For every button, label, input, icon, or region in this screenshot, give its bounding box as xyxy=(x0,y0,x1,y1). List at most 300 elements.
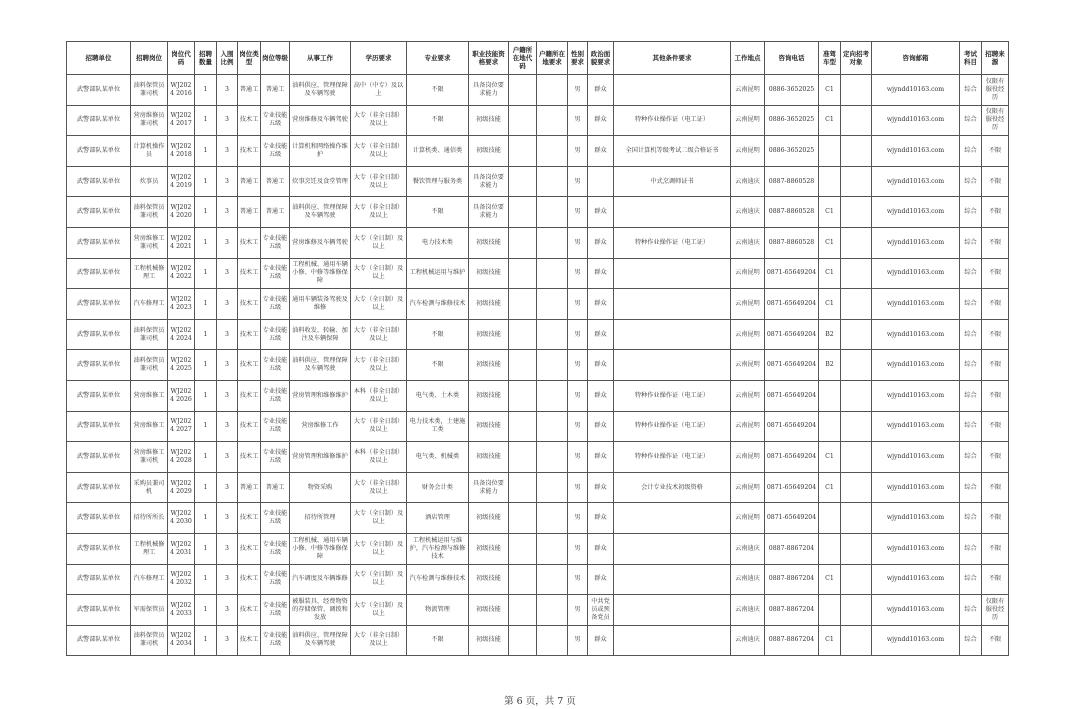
table-row xyxy=(67,319,1009,350)
table-cell: 武警部队某单位 xyxy=(67,136,131,167)
table-cell: 技术工 xyxy=(238,319,261,350)
table-cell: 初级技能 xyxy=(469,564,509,595)
table-cell: 专业技能五级 xyxy=(261,533,290,564)
table-cell: 技术工 xyxy=(238,227,261,258)
table-cell: 0871-65649204 xyxy=(765,472,819,503)
table-cell: 技术工 xyxy=(238,411,261,442)
table-cell: C1 xyxy=(819,289,841,320)
table-row xyxy=(67,595,1009,626)
table-cell: 普通工 xyxy=(238,472,261,503)
table-cell: 大专（全日制）及以上 xyxy=(351,258,407,289)
table-cell: 初级技能 xyxy=(469,105,509,136)
table-cell: 群众 xyxy=(588,380,614,411)
table-cell: 3 xyxy=(217,166,238,197)
table-cell: 武警部队某单位 xyxy=(67,75,131,106)
table-cell: 初级技能 xyxy=(469,380,509,411)
table-cell: 1 xyxy=(195,166,217,197)
table-cell: 工程机械修理工 xyxy=(131,533,168,564)
table-cell: 3 xyxy=(217,227,238,258)
table-cell: 不限 xyxy=(982,380,1009,411)
table-cell: 武警部队某单位 xyxy=(67,472,131,503)
table-cell xyxy=(509,166,537,197)
table-cell: 武警部队某单位 xyxy=(67,105,131,136)
table-cell xyxy=(509,442,537,473)
table-cell: 大专（非全日制）及以上 xyxy=(351,319,407,350)
table-cell: 群众 xyxy=(588,533,614,564)
table-cell: 会计专业技术初级资格 xyxy=(614,472,731,503)
table-cell: 0887-8867204 xyxy=(765,533,819,564)
table-cell: 物资采购 xyxy=(290,472,351,503)
table-cell: 男 xyxy=(568,442,588,473)
table-cell: 专业技能五级 xyxy=(261,625,290,656)
table-cell: 武警部队某单位 xyxy=(67,258,131,289)
table-cell xyxy=(509,105,537,136)
table-cell: 大专（非全日制）及以上 xyxy=(351,197,407,228)
table-cell: 群众 xyxy=(588,564,614,595)
table-cell: 技术工 xyxy=(238,595,261,626)
table-cell: 云南昆明 xyxy=(731,136,765,167)
table-cell: 武警部队某单位 xyxy=(67,503,131,534)
table-cell: 云南迪庆 xyxy=(731,564,765,595)
table-cell: 男 xyxy=(568,227,588,258)
table-cell: 男 xyxy=(568,380,588,411)
table-row xyxy=(67,136,1009,167)
recruitment-table xyxy=(66,41,1009,656)
table-cell: 0887-8867204 xyxy=(765,564,819,595)
table-cell: 男 xyxy=(568,197,588,228)
table-cell: wjyndd10163.com xyxy=(872,564,960,595)
table-cell: 武警部队某单位 xyxy=(67,319,131,350)
table-cell xyxy=(537,564,568,595)
table-cell xyxy=(537,380,568,411)
table-cell: 不限 xyxy=(982,319,1009,350)
column-header: 其他条件要求 xyxy=(614,42,731,75)
table-cell: wjyndd10163.com xyxy=(872,625,960,656)
table-cell: 男 xyxy=(568,319,588,350)
table-cell: 仅限有服役经历 xyxy=(982,105,1009,136)
table-cell xyxy=(509,533,537,564)
table-cell: 大专（全日制）及以上 xyxy=(351,289,407,320)
table-cell xyxy=(537,319,568,350)
table-cell: wjyndd10163.com xyxy=(872,75,960,106)
table-cell xyxy=(841,533,872,564)
table-cell: 油料保管员兼司机 xyxy=(131,625,168,656)
table-cell: 男 xyxy=(568,533,588,564)
table-cell: 0871-65649204 xyxy=(765,411,819,442)
table-cell xyxy=(614,75,731,106)
table-cell: 初级技能 xyxy=(469,258,509,289)
table-cell: 仅限有服役经历 xyxy=(982,75,1009,106)
table-cell: C1 xyxy=(819,197,841,228)
table-cell: C1 xyxy=(819,258,841,289)
table-cell xyxy=(509,197,537,228)
table-cell: 具备岗位要求能力 xyxy=(469,75,509,106)
table-cell xyxy=(509,258,537,289)
table-cell: 不限 xyxy=(982,411,1009,442)
table-cell: 综合 xyxy=(960,533,982,564)
table-cell xyxy=(509,75,537,106)
table-cell: C1 xyxy=(819,472,841,503)
column-header: 从事工作 xyxy=(290,42,351,75)
table-cell: 具备岗位要求能力 xyxy=(469,472,509,503)
table-cell: 群众 xyxy=(588,136,614,167)
table-cell xyxy=(509,411,537,442)
table-cell: 普通工 xyxy=(238,166,261,197)
table-cell: 仅限有服役经历 xyxy=(982,595,1009,626)
table-cell: 营房管理和维修维护 xyxy=(290,442,351,473)
table-cell xyxy=(841,595,872,626)
table-cell: 1 xyxy=(195,595,217,626)
column-header: 岗位代码 xyxy=(168,42,195,75)
table-cell: 武警部队某单位 xyxy=(67,197,131,228)
column-header: 政治面貌要求 xyxy=(588,42,614,75)
table-cell: 0887-8867204 xyxy=(765,595,819,626)
table-cell: WJ2024 2030 xyxy=(168,503,195,534)
table-cell: 云南昆明 xyxy=(731,442,765,473)
table-cell: 汽车修理工 xyxy=(131,564,168,595)
table-cell xyxy=(614,350,731,381)
table-cell: 普通工 xyxy=(261,166,290,197)
table-cell xyxy=(841,442,872,473)
table-cell: WJ2024 2028 xyxy=(168,442,195,473)
table-cell: 0887-8860528 xyxy=(765,166,819,197)
table-cell: 技术工 xyxy=(238,380,261,411)
table-cell: 大专（全日制）及以上 xyxy=(351,595,407,626)
table-cell xyxy=(509,564,537,595)
table-row xyxy=(67,105,1009,136)
table-cell xyxy=(841,197,872,228)
table-cell: 汽车调度及车辆维修 xyxy=(290,564,351,595)
table-cell: 财务会计类 xyxy=(407,472,469,503)
table-cell: 营房维修及车辆驾驶 xyxy=(290,105,351,136)
table-cell: 0887-8860528 xyxy=(765,227,819,258)
table-cell: 大专（非全日制）及以上 xyxy=(351,411,407,442)
table-row xyxy=(67,411,1009,442)
table-cell: 不限 xyxy=(982,197,1009,228)
table-cell xyxy=(614,289,731,320)
table-cell: 油料保管员兼司机 xyxy=(131,319,168,350)
table-cell: WJ2024 2021 xyxy=(168,227,195,258)
table-cell: 技术工 xyxy=(238,105,261,136)
table-cell: 特种作业操作证（电工证） xyxy=(614,227,731,258)
table-cell: 大专（非全日制）及以上 xyxy=(351,105,407,136)
table-cell: C1 xyxy=(819,442,841,473)
table-cell: wjyndd10163.com xyxy=(872,136,960,167)
table-cell xyxy=(537,595,568,626)
table-cell xyxy=(509,319,537,350)
table-cell: 群众 xyxy=(588,197,614,228)
table-cell: 群众 xyxy=(588,472,614,503)
table-cell: B2 xyxy=(819,350,841,381)
table-cell xyxy=(509,472,537,503)
table-cell: 全国计算机等级考试二级合格证书 xyxy=(614,136,731,167)
table-cell: 电气类、机械类 xyxy=(407,442,469,473)
table-cell: 1 xyxy=(195,258,217,289)
table-cell: 电力技术类 xyxy=(407,227,469,258)
table-cell xyxy=(841,625,872,656)
table-cell: 0886-3652025 xyxy=(765,105,819,136)
column-header: 学历要求 xyxy=(351,42,407,75)
table-cell: 男 xyxy=(568,105,588,136)
table-cell: 不限 xyxy=(982,136,1009,167)
table-cell: 通用车辆装备驾驶及维修 xyxy=(290,289,351,320)
table-cell xyxy=(819,166,841,197)
table-cell: 不限 xyxy=(407,625,469,656)
table-cell: 汽车检测与维修技术 xyxy=(407,564,469,595)
table-cell: 电气类、土木类 xyxy=(407,380,469,411)
table-cell xyxy=(509,595,537,626)
table-cell: 3 xyxy=(217,564,238,595)
table-cell: 专业技能五级 xyxy=(261,350,290,381)
table-cell: 0886-3652025 xyxy=(765,136,819,167)
table-cell: 大专（全日制）及以上 xyxy=(351,503,407,534)
column-header: 招聘数量 xyxy=(195,42,217,75)
table-cell: 综合 xyxy=(960,442,982,473)
table-cell: 具备岗位要求能力 xyxy=(469,197,509,228)
table-cell: 1 xyxy=(195,319,217,350)
table-cell xyxy=(841,227,872,258)
table-cell: 男 xyxy=(568,350,588,381)
table-cell: 0871-65649204 xyxy=(765,319,819,350)
table-cell: 不限 xyxy=(407,75,469,106)
table-body xyxy=(67,75,1009,656)
table-cell: 3 xyxy=(217,136,238,167)
table-cell: wjyndd10163.com xyxy=(872,227,960,258)
table-row xyxy=(67,166,1009,197)
table-cell: 云南迪庆 xyxy=(731,533,765,564)
table-cell: 不限 xyxy=(982,289,1009,320)
table-cell xyxy=(841,136,872,167)
table-cell: 不限 xyxy=(982,442,1009,473)
table-cell: 0887-8860528 xyxy=(765,197,819,228)
table-cell: 工程机械、通用车辆小修、中修等维修保障 xyxy=(290,533,351,564)
table-cell: 营房维修员兼司机 xyxy=(131,105,168,136)
table-cell: 武警部队某单位 xyxy=(67,533,131,564)
table-cell: 云南昆明 xyxy=(731,258,765,289)
table-cell: 油料保管员兼司机 xyxy=(131,75,168,106)
table-cell: 群众 xyxy=(588,350,614,381)
table-cell: 男 xyxy=(568,136,588,167)
table-cell: 武警部队某单位 xyxy=(67,625,131,656)
table-cell: 大专（全日制）及以上 xyxy=(351,533,407,564)
table-cell: 0871-65649204 xyxy=(765,258,819,289)
table-cell: 3 xyxy=(217,319,238,350)
table-cell: 1 xyxy=(195,136,217,167)
table-cell: 专业技能五级 xyxy=(261,105,290,136)
table-cell: 特种作业操作证（电工证） xyxy=(614,380,731,411)
table-cell: 汽车检测与维修技术 xyxy=(407,289,469,320)
table-cell: 群众 xyxy=(588,319,614,350)
table-cell: 不限 xyxy=(407,197,469,228)
table-cell: 3 xyxy=(217,533,238,564)
table-header-row xyxy=(67,42,1009,75)
table-cell: 综合 xyxy=(960,380,982,411)
table-cell xyxy=(819,136,841,167)
table-cell: wjyndd10163.com xyxy=(872,380,960,411)
table-cell: 综合 xyxy=(960,166,982,197)
table-row xyxy=(67,380,1009,411)
table-cell: 初级技能 xyxy=(469,227,509,258)
table-cell: WJ2024 2033 xyxy=(168,595,195,626)
table-cell: 技术工 xyxy=(238,258,261,289)
table-cell: 3 xyxy=(217,472,238,503)
table-cell: 专业技能五级 xyxy=(261,564,290,595)
table-cell: WJ2024 2019 xyxy=(168,166,195,197)
table-cell: 专业技能五级 xyxy=(261,136,290,167)
table-cell xyxy=(537,166,568,197)
table-cell xyxy=(841,105,872,136)
table-cell: wjyndd10163.com xyxy=(872,533,960,564)
table-cell: wjyndd10163.com xyxy=(872,166,960,197)
table-row xyxy=(67,472,1009,503)
table-cell: 不限 xyxy=(407,105,469,136)
table-cell xyxy=(537,411,568,442)
table-cell: 0886-3652025 xyxy=(765,75,819,106)
table-cell: 云南昆明 xyxy=(731,105,765,136)
table-cell: 营房维修及车辆驾驶 xyxy=(290,227,351,258)
table-cell: 计算机类、通信类 xyxy=(407,136,469,167)
table-cell: 大专（全日制）及以上 xyxy=(351,227,407,258)
table-cell: wjyndd10163.com xyxy=(872,197,960,228)
table-cell: 炊事员 xyxy=(131,166,168,197)
table-cell: 普通工 xyxy=(261,472,290,503)
column-header: 定向招考对象 xyxy=(841,42,872,75)
table-cell: 1 xyxy=(195,564,217,595)
table-cell: 云南昆明 xyxy=(731,503,765,534)
table-cell: 技术工 xyxy=(238,564,261,595)
column-header: 招聘岗位 xyxy=(131,42,168,75)
table-cell: C1 xyxy=(819,564,841,595)
table-cell: 不限 xyxy=(982,503,1009,534)
table-cell: 技术工 xyxy=(238,503,261,534)
table-cell: 3 xyxy=(217,442,238,473)
table-cell xyxy=(509,380,537,411)
table-cell: 3 xyxy=(217,289,238,320)
table-cell: 云南迪庆 xyxy=(731,595,765,626)
table-cell: 男 xyxy=(568,75,588,106)
table-cell: 不限 xyxy=(982,472,1009,503)
table-cell xyxy=(614,595,731,626)
table-cell: wjyndd10163.com xyxy=(872,411,960,442)
column-header: 专业要求 xyxy=(407,42,469,75)
table-cell: 0871-65649204 xyxy=(765,380,819,411)
table-cell: 技术工 xyxy=(238,289,261,320)
table-cell: 本科（非全日制）及以上 xyxy=(351,380,407,411)
table-cell: 1 xyxy=(195,227,217,258)
table-cell: 3 xyxy=(217,380,238,411)
table-cell: 武警部队某单位 xyxy=(67,411,131,442)
table-cell: WJ2024 2027 xyxy=(168,411,195,442)
table-cell: 1 xyxy=(195,533,217,564)
table-cell: 3 xyxy=(217,350,238,381)
table-cell xyxy=(537,472,568,503)
table-cell: 群众 xyxy=(588,625,614,656)
column-header: 招聘单位 xyxy=(67,42,131,75)
table-cell: WJ2024 2020 xyxy=(168,197,195,228)
table-cell: 云南迪庆 xyxy=(731,197,765,228)
table-cell xyxy=(509,625,537,656)
table-cell: WJ2024 2023 xyxy=(168,289,195,320)
table-cell: 专业技能五级 xyxy=(261,319,290,350)
table-cell: 群众 xyxy=(588,105,614,136)
table-cell: 初级技能 xyxy=(469,319,509,350)
table-cell xyxy=(614,533,731,564)
table-cell: 云南昆明 xyxy=(731,380,765,411)
table-cell: 采购员兼司机 xyxy=(131,472,168,503)
table-cell: 综合 xyxy=(960,411,982,442)
column-header: 准驾车型 xyxy=(819,42,841,75)
table-cell xyxy=(819,380,841,411)
table-cell: 不限 xyxy=(982,258,1009,289)
table-cell: 3 xyxy=(217,595,238,626)
table-cell: WJ2024 2024 xyxy=(168,319,195,350)
table-cell: WJ2024 2018 xyxy=(168,136,195,167)
table-cell xyxy=(509,350,537,381)
table-cell: 3 xyxy=(217,258,238,289)
table-cell: 3 xyxy=(217,105,238,136)
recruitment-table-sheet xyxy=(66,41,1009,655)
table-cell: 综合 xyxy=(960,258,982,289)
table-cell: 汽车修理工 xyxy=(131,289,168,320)
table-cell: 男 xyxy=(568,258,588,289)
table-cell: 初级技能 xyxy=(469,289,509,320)
table-cell: 招待所管理 xyxy=(290,503,351,534)
table-cell: WJ2024 2025 xyxy=(168,350,195,381)
table-cell: wjyndd10163.com xyxy=(872,503,960,534)
table-cell xyxy=(614,197,731,228)
table-cell: 专业技能五级 xyxy=(261,442,290,473)
table-cell: 武警部队某单位 xyxy=(67,227,131,258)
table-cell xyxy=(841,258,872,289)
table-cell: wjyndd10163.com xyxy=(872,472,960,503)
table-cell xyxy=(841,350,872,381)
table-cell: 群众 xyxy=(588,258,614,289)
table-cell: 武警部队某单位 xyxy=(67,166,131,197)
table-cell xyxy=(841,472,872,503)
table-cell: 工程机械修理工 xyxy=(131,258,168,289)
table-cell xyxy=(819,411,841,442)
table-cell: 综合 xyxy=(960,595,982,626)
table-cell: 技术工 xyxy=(238,533,261,564)
table-cell: 3 xyxy=(217,197,238,228)
table-cell xyxy=(537,258,568,289)
table-cell: 大专（非全日制）及以上 xyxy=(351,625,407,656)
table-cell: 营房维修工兼司机 xyxy=(131,227,168,258)
table-cell: 武警部队某单位 xyxy=(67,380,131,411)
page-number-footer: 第 6 页，共 7 页 xyxy=(504,696,576,707)
table-cell xyxy=(537,533,568,564)
table-cell: B2 xyxy=(819,319,841,350)
table-cell xyxy=(819,595,841,626)
table-cell: 群众 xyxy=(588,442,614,473)
table-cell: 1 xyxy=(195,350,217,381)
table-cell: 云南昆明 xyxy=(731,472,765,503)
table-cell: 初级技能 xyxy=(469,350,509,381)
table-cell: 高中（中专）及以上 xyxy=(351,75,407,106)
table-cell: 综合 xyxy=(960,105,982,136)
table-cell: 3 xyxy=(217,75,238,106)
table-cell: 群众 xyxy=(588,75,614,106)
column-header: 岗位类型 xyxy=(238,42,261,75)
table-cell: 武警部队某单位 xyxy=(67,564,131,595)
table-cell: 综合 xyxy=(960,75,982,106)
column-header: 入围比例 xyxy=(217,42,238,75)
table-cell: 综合 xyxy=(960,319,982,350)
table-cell: 不限 xyxy=(407,319,469,350)
table-cell: 油料供应、管理保障及车辆驾驶 xyxy=(290,350,351,381)
table-cell: 招待所所长 xyxy=(131,503,168,534)
table-cell: 特种作业操作证（电工证） xyxy=(614,105,731,136)
